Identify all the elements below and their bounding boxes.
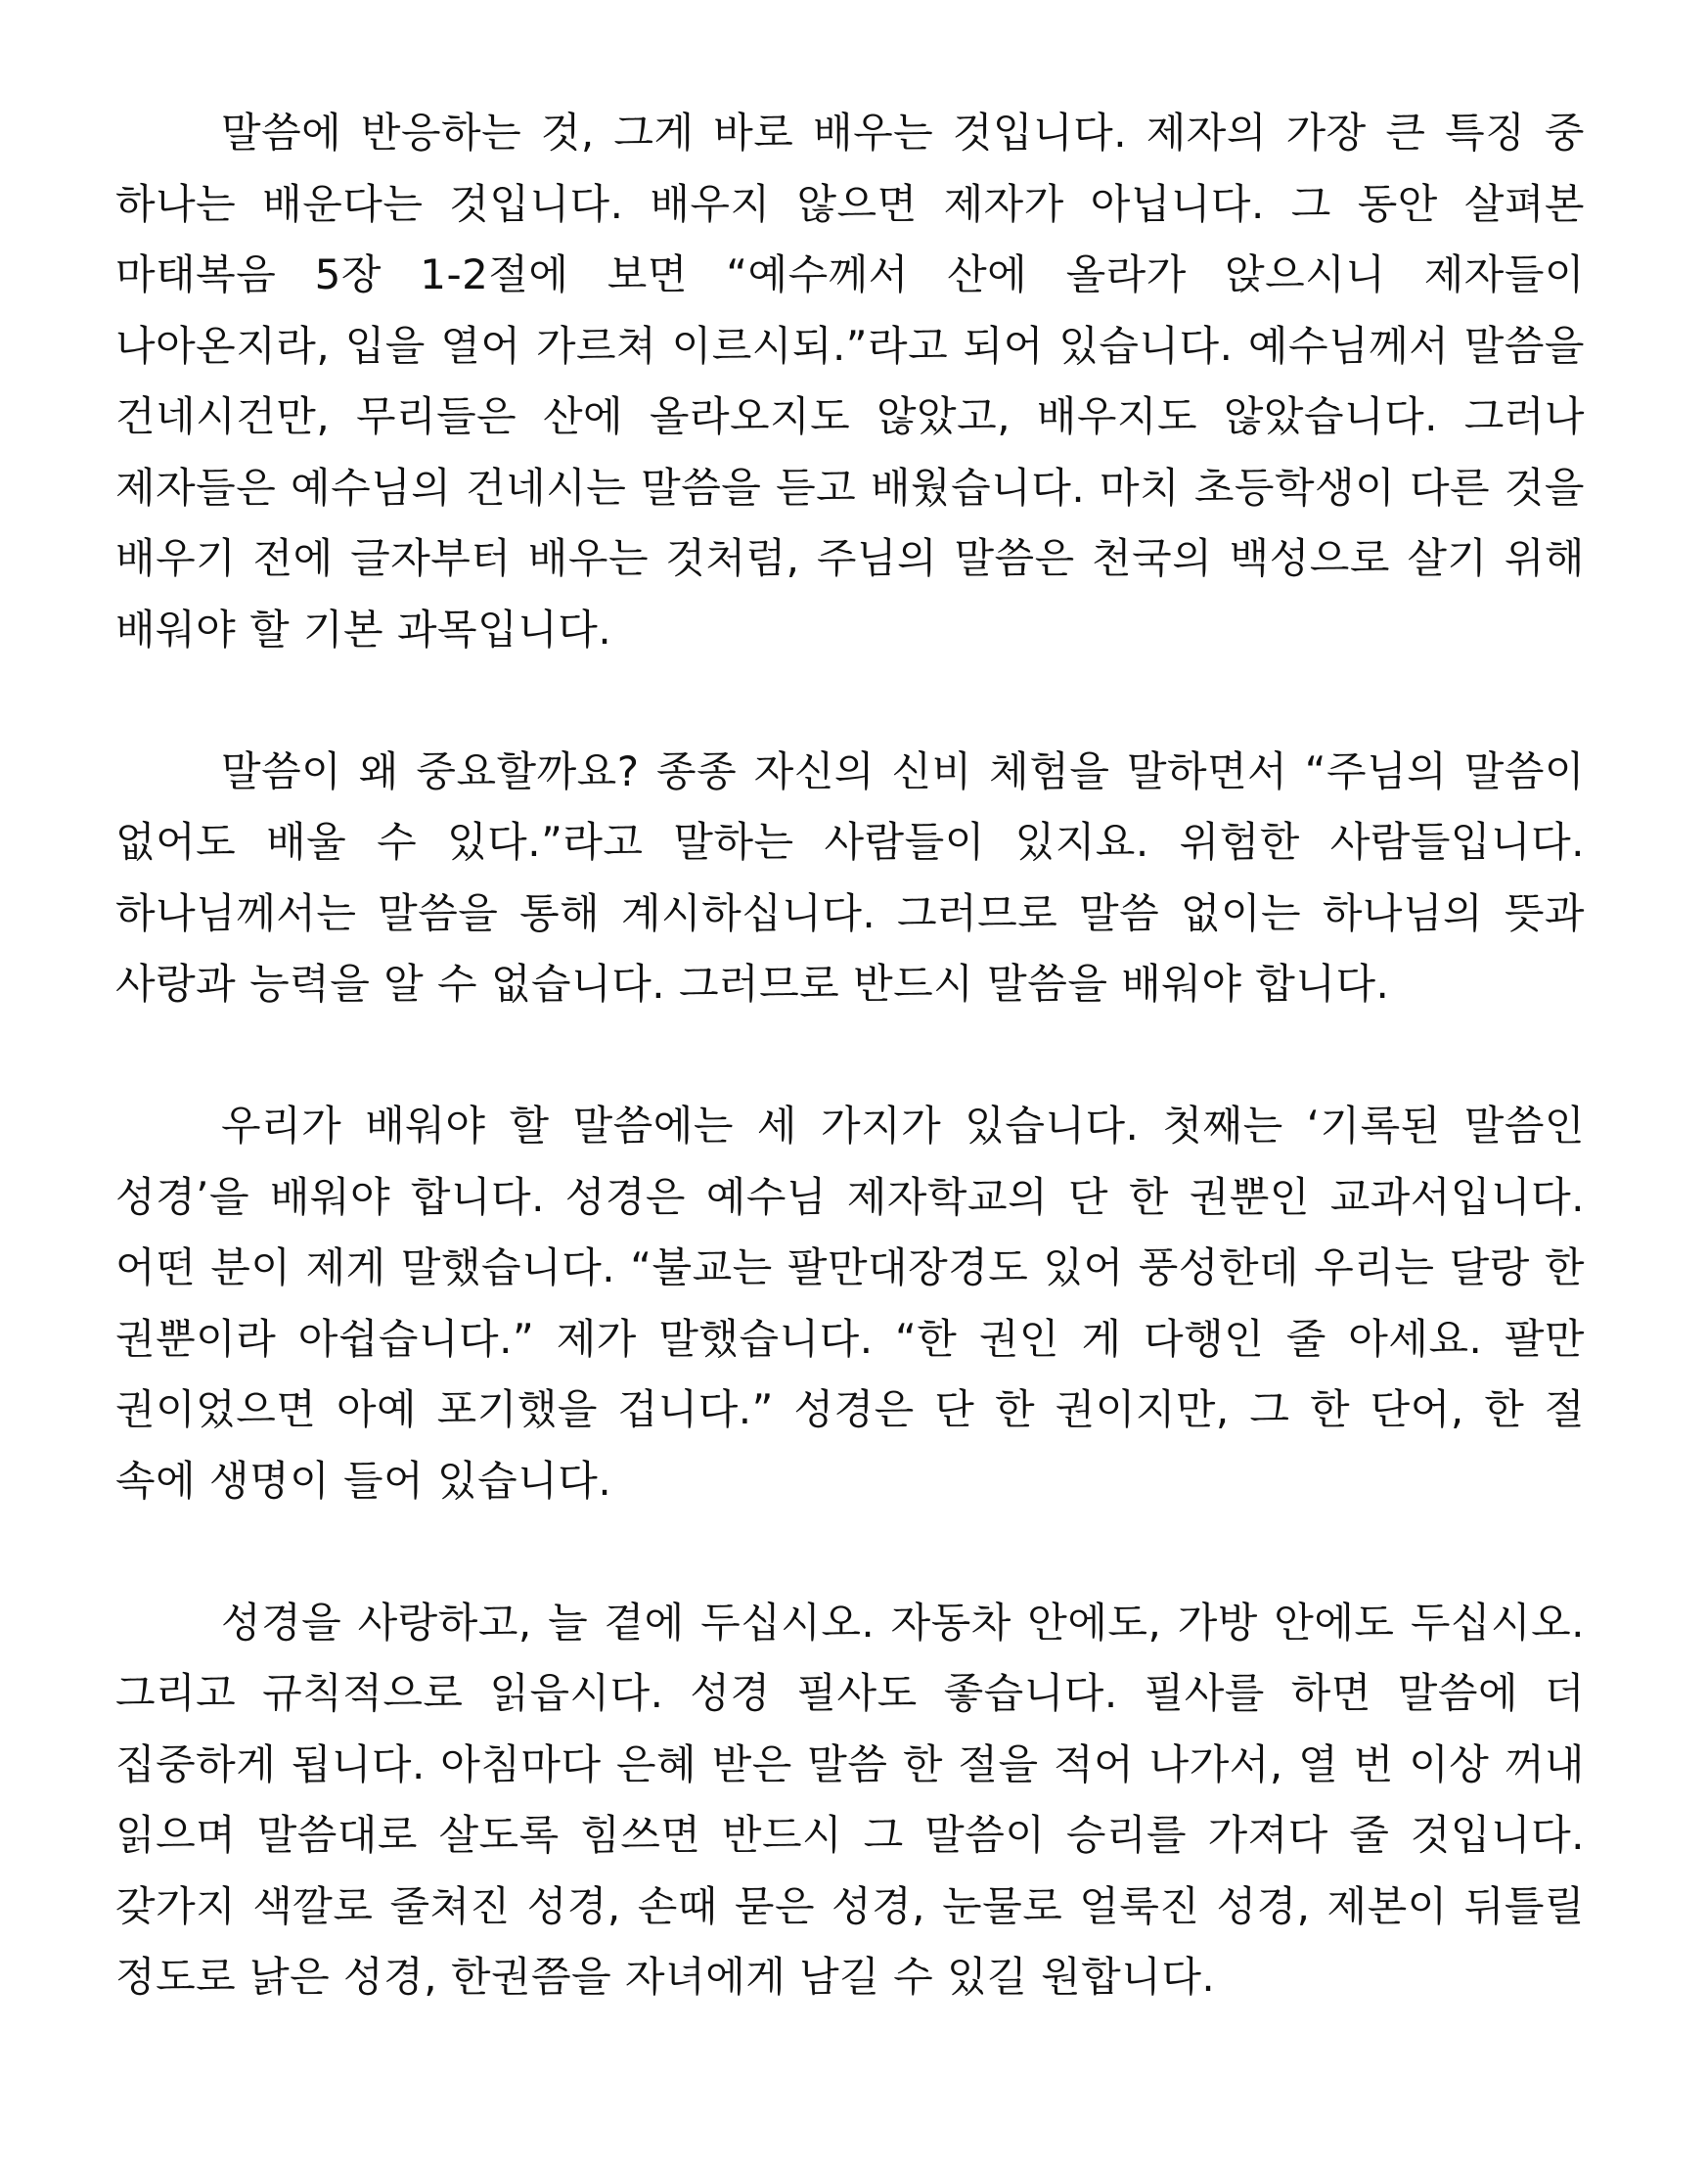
paragraph-love-the-bible: 성경을 사랑하고, 늘 곁에 두십시오. 자동차 안에도, 가방 안에도 두십시오. 그리고 규칙적으로 읽읍시다. 성경 필사도 좋습니다. 필사를 하면 말씀에 더 집중하게 됩니다. 아침마다 은혜 받은 말씀 한 절을 적어 나가서, 열 번 이상 꺼내 읽으며 말씀대로 살도록 힘쓰면 반드시 그 말씀이 승리를 가져다 줄 것입니다. 갖가지 색깔로 줄쳐진 성경, 손때 묻은 성경, 눈물로 얼룩진 성경, 제본이 뒤틀릴 정도로 낡은 성경, 한권쯤을 자녀에게 남길 수 있길 원합니다.: [115, 1598, 1585, 2001]
paragraph-word-response: 말씀에 반응하는 것, 그게 바로 배우는 것입니다. 제자의 가장 큰 특징 중 하나는 배운다는 것입니다. 배우지 않으면 제자가 아닙니다. 그 동안 살펴본 마태복음 5장 1-2절에 보면 “예수께서 산에 올라가 앉으시니 제자들이 나아온지라, 입을 열어 가르쳐 이르시되.”라고 되어 있습니다. 예수님께서 말씀을 건네시건만, 무리들은 산에 올라오지도 않았고, 배우지도 않았습니다. 그러나 제자들은 예수님의 건네시는 말씀을 듣고 배웠습니다. 마치 초등학생이 다른 것을 배우기 전에 글자부터 배우는 것처럼, 주님의 말씀은 천국의 백성으로 살기 위해 배워야 할 기본 과목입니다.: [115, 109, 1585, 654]
paragraph-three-kinds-of-word: 우리가 배워야 할 말씀에는 세 가지가 있습니다. 첫째는 ‘기록된 말씀인 성경’을 배워야 합니다. 성경은 예수님 제자학교의 단 한 권뿐인 교과서입니다. 어떤 분이 제게 말했습니다. “불교는 팔만대장경도 있어 풍성한데 우리는 달랑 한 권뿐이라 아쉽습니다.” 제가 말했습니다. “한 권인 게 다행인 줄 아세요. 팔만 권이었으면 아예 포기했을 겁니다.” 성경은 단 한 권이지만, 그 한 단어, 한 절 속에 생명이 들어 있습니다.: [115, 1102, 1585, 1505]
paragraph-why-word-matters: 말씀이 왜 중요할까요? 종종 자신의 신비 체험을 말하면서 “주님의 말씀이 없어도 배울 수 있다.”라고 말하는 사람들이 있지요. 위험한 사람들입니다. 하나님께서는 말씀을 통해 계시하십니다. 그러므로 말씀 없이는 하나님의 뜻과 사랑과 능력을 알 수 없습니다. 그러므로 반드시 말씀을 배워야 합니다.: [115, 746, 1585, 1008]
document-body: [115, 98, 1585, 2013]
